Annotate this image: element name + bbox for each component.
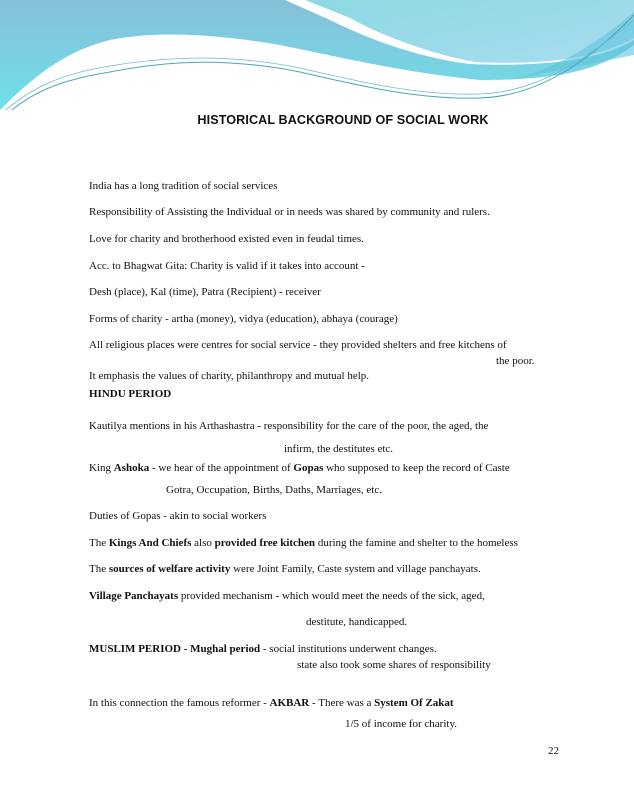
section-heading-hindu-period: HINDU PERIOD: [89, 388, 172, 400]
text-line-continuation: the poor.: [496, 355, 535, 367]
bold-run: sources of welfare activity: [108, 563, 231, 575]
text-line: Love for charity and brotherhood existed even in feudal times.: [89, 233, 364, 245]
text-line: [89, 697, 454, 710]
text-line-continuation: destitute, handicapped.: [306, 616, 408, 628]
text-line: It emphasis the values of charity, philanthropy and mutual help.: [89, 370, 370, 382]
text-line: Forms of charity - artha (money), vidya (education), abhaya (courage): [89, 313, 398, 325]
text-run: The: [89, 537, 109, 549]
text-line-continuation: Gotra, Occupation, Births, Daths, Marriages, etc.: [166, 484, 382, 496]
text-run: during the famine and shelter to the homeless: [315, 537, 518, 549]
text-line: [89, 462, 510, 475]
text-line: Responsibility of Assisting the Individual or in needs was shared by community and rulers.: [89, 206, 490, 218]
text-line: [89, 590, 485, 603]
text-run: King: [89, 462, 114, 474]
bold-run: Village Panchayats: [89, 590, 179, 602]
text-run: - we hear of the appointment of: [149, 462, 294, 474]
text-line: Desh (place), Kal (time), Patra (Recipient) - receiver: [89, 286, 321, 298]
text-line: [89, 563, 481, 576]
bold-run: AKBAR: [269, 697, 310, 709]
text-line: All religious places were centres for social service - they provided shelters and free kitchens of: [89, 339, 507, 351]
text-line: [89, 643, 437, 656]
header-wave-decoration: [0, 0, 634, 110]
text-line: Duties of Gopas - akin to social workers: [89, 510, 267, 522]
text-run: who supposed to keep the record of Caste: [323, 462, 510, 474]
text-line: India has a long tradition of social services: [89, 180, 278, 192]
text-line: [89, 537, 518, 550]
text-run: The: [89, 563, 109, 575]
text-line: Acc. to Bhagwat Gita: Charity is valid if it takes into account -: [89, 260, 365, 272]
text-run: In this connection the famous reformer -: [89, 697, 270, 709]
bold-run: provided free kitchen: [214, 537, 316, 549]
text-line-continuation: infirm, the destitutes etc.: [284, 443, 394, 455]
text-run: also: [191, 537, 215, 549]
page-number: 22: [548, 745, 559, 757]
text-line-continuation: state also took some shares of responsibility: [297, 659, 491, 671]
bold-run: MUSLIM PERIOD - Mughal period: [89, 643, 261, 655]
bold-run: Gopas: [293, 462, 324, 474]
bold-run: Kings And Chiefs: [108, 537, 192, 549]
text-line: Kautilya mentions in his Arthashastra - responsibility for the care of the poor, the aged, the: [89, 420, 489, 432]
text-run: - social institutions underwent changes.: [260, 643, 437, 655]
bold-run: System Of Zakat: [374, 697, 454, 709]
text-run: - There was a: [309, 697, 375, 709]
text-run: provided mechanism - which would meet the needs of the sick, aged,: [178, 590, 485, 602]
page-title: HISTORICAL BACKGROUND OF SOCIAL WORK: [197, 113, 489, 127]
text-line-continuation: 1/5 of income for charity.: [345, 718, 457, 730]
bold-run: Ashoka: [113, 462, 150, 474]
text-run: were Joint Family, Caste system and village panchayats.: [230, 563, 481, 575]
